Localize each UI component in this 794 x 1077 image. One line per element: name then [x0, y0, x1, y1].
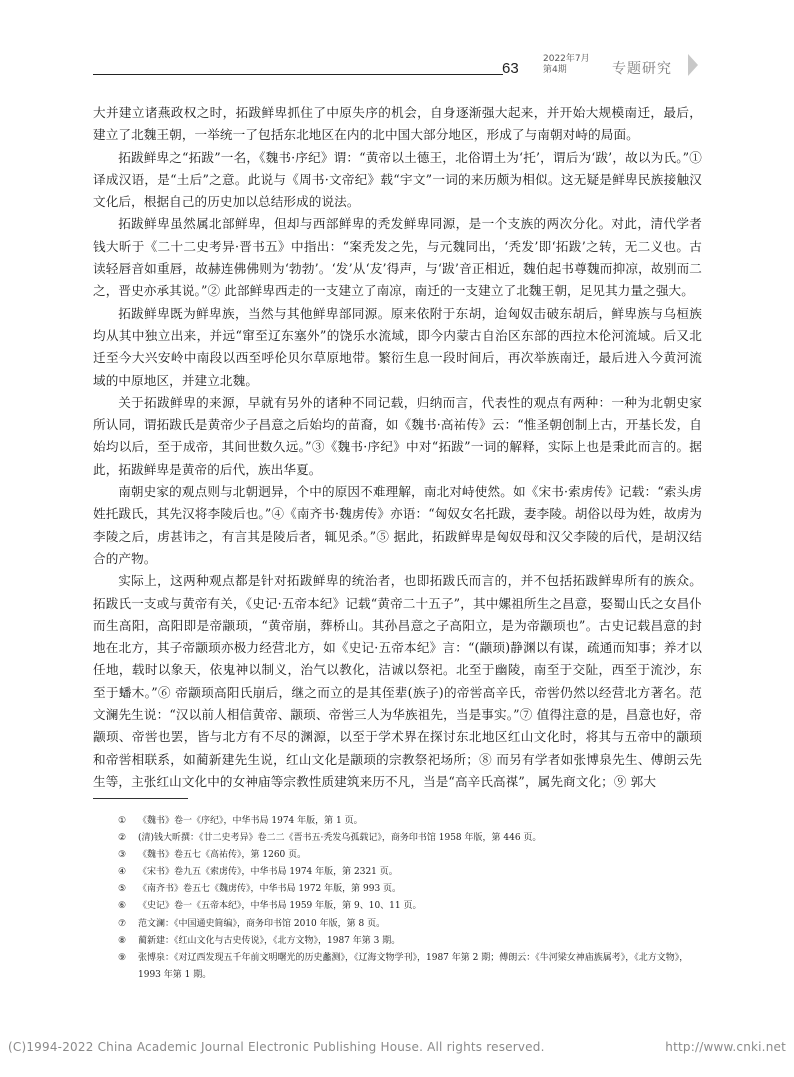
footnote-item	[118, 950, 702, 984]
footnote-text: 《魏书》卷一《序纪》，中华书局 1974 年版，第 1 页。	[138, 816, 363, 826]
corner-triangle-mark	[688, 54, 698, 76]
header-rule	[93, 74, 503, 75]
footnote-text: 《南齐书》卷五七《魏虏传》，中华书局 1972 年版，第 993 页。	[138, 884, 402, 895]
article-body	[93, 102, 702, 793]
footnote-item	[118, 830, 702, 847]
footnote-mark: ①	[118, 816, 127, 826]
section-title: 专题研究	[612, 61, 672, 77]
footnote-text: 《魏书》卷五七《高祐传》，第 1260 页。	[138, 850, 307, 861]
footnote-text: 范文澜：《中国通史简编》，商务印书馆 2010 年版，第 8 页。	[138, 918, 386, 929]
copyright-notice: (C)1994-2022 China Academic Journal Electronic Publishing House. All rights reserved.	[8, 1040, 545, 1054]
footnote-text: 《史记》卷一《五帝本纪》，中华书局 1959 年版，第 9、10、11 页。	[138, 901, 422, 912]
paragraph: 拓跋鲜卑虽然属北部鲜卑，但却与西部鲜卑的秃发鲜卑同源，是一个支族的两次分化。对此，清代学者钱大昕于《二十二史考异·晋书五》中指出：“案秃发之先，与元魏同出，‘秃发’即‘拓跋’之转，无二义也。古读轻唇音如重唇，故赫连佛佛则为‘勃勃’。‘发’从‘犮’得声，与‘跋’音正相近，魏伯起书尊魏而抑凉，故别而二之，晋史亦承其说。”② 此部鲜卑西走的一支建立了南凉，南迁的一支建立了北魏王朝，足见其力量之强大。	[93, 216, 702, 299]
paragraph: 大并建立诸燕政权之时，拓跋鲜卑抓住了中原失序的机会，自身逐渐强大起来，并开始大规模南迁，最后，建立了北魏王朝，一举统一了包括东北地区在内的北中国大部分地区，形成了与南朝对峙的局面。	[93, 105, 702, 143]
footnote-item	[118, 813, 702, 830]
footnote-text: (清)钱大昕撰：《廿二史考异》卷二二《晋书五·秃发乌孤载记》，商务印书馆 1958 年版，第 446 页。	[138, 833, 542, 844]
page-number: 63	[502, 60, 519, 77]
footnote-item	[118, 898, 702, 915]
footnote-item	[118, 881, 702, 898]
copyright-footer	[8, 1040, 786, 1054]
footnote-mark: ⑤	[118, 884, 127, 895]
cnki-url: http://www.cnki.net	[665, 1040, 786, 1054]
footnote-item	[118, 864, 702, 881]
footnote-mark: ⑧	[118, 935, 127, 946]
footnote-text: 蔺新建：《红山文化与古史传说》，《北方文物》，1987 年第 3 期。	[138, 935, 401, 946]
paragraph: 南朝史家的观点则与北朝迥异，个中的原因不难理解，南北对峙使然。如《宋书·索虏传》记载：“索头虏姓托跋氏，其先汉将李陵后也。”④《南齐书·魏虏传》亦语：“匈奴女名托跋，妻李陵。胡俗以母为姓，故虏为李陵之后，虏甚讳之，有言其是陵后者，辄见杀。”⑤ 据此，拓跋鲜卑是匈奴母和汉父李陵的后代，是胡汉结合的产物。	[93, 484, 702, 566]
paragraph: 关于拓跋鲜卑的来源，早就有另外的诸种不同记载，归纳而言，代表性的观点有两种：一种为北朝史家所认同，谓拓跋氏是黄帝少子昌意之后始均的苗裔，如《魏书·高祐传》云：“惟圣朝创制上古，开基长发，自始均以后，至于成帝，其间世数久远。”③《魏书·序纪》中对“拓跋”一词的解释，实际上也是秉此而言的。据此，拓跋鲜卑是黄帝的后代，族出华夏。	[93, 394, 702, 477]
issue-year-month: 2022年7月	[543, 54, 590, 64]
issue-info	[543, 54, 590, 76]
footnote-item	[118, 847, 702, 864]
footnote-mark: ⑨	[118, 952, 127, 963]
footnote-mark: ③	[118, 850, 127, 861]
paragraph: 拓跋鲜卑之“拓跋”一名，《魏书·序纪》谓：“黄帝以土德王，北俗谓土为‘托’，谓后为‘跋’，故以为氏。”① 译成汉语，是“土后”之意。此说与《周书·文帝纪》载“宇文”一词的来历颇为相似。这无疑是鲜卑民族接触汉文化后，根据自己的历史加以总结形成的说法。	[93, 149, 702, 210]
footnote-rule	[93, 798, 188, 799]
footnote-item	[118, 933, 702, 950]
footnotes	[118, 813, 702, 984]
footnote-mark: ⑦	[118, 918, 127, 929]
paragraph: 拓跋鲜卑既为鲜卑族，当然与其他鲜卑部同源。原来依附于东胡，迨匈奴击破东胡后，鲜卑族与乌桓族均从其中独立出来，并远“窜至辽东塞外”的饶乐水流域，即今内蒙古自治区东部的西拉木伦河流域。后又北迁至今大兴安岭中南段以西至呼伦贝尔草原地带。繁衍生息一段时间后，再次举族南迁，最后进入今黄河流域的中原地区，并建立北魏。	[93, 305, 702, 388]
footnote-text: 《宋书》卷九五《索虏传》，中华书局 1974 年版，第 2321 页。	[138, 867, 398, 878]
footnote-mark: ②	[118, 833, 127, 844]
footnote-item	[118, 916, 702, 933]
issue-number: 第4期	[543, 65, 567, 75]
footnote-mark: ④	[118, 867, 127, 878]
footnote-mark: ⑥	[118, 901, 127, 912]
footnote-text: 张博泉：《对辽西发现五千年前文明曙光的历史蠡测》，《辽海文物学刊》，1987 年第 2 期；傅朗云：《牛河梁女神庙族属考》，《北方文物》，1993 年第 1 期。	[138, 952, 689, 980]
paragraph: 实际上，这两种观点都是针对拓跋鲜卑的统治者，也即拓跋氏而言的，并不包括拓跋鲜卑所有的族众。拓跋氏一支或与黄帝有关，《史记·五帝本纪》记载“黄帝二十五子”，其中嫘祖所生之昌意，娶蜀山氏之女昌仆而生高阳，高阳即是帝颛顼，“黄帝崩，葬桥山。其孙昌意之子高阳立，是为帝颛顼也”。古史记载昌意的封地在北方，其子帝颛顼亦极力经营北方，如《史记·五帝本纪》言：“(颛顼)静渊以有谋，疏通而知事；养才以任地，载时以象天，依鬼神以制义，治气以教化，洁诚以祭祀。北至于幽陵，南至于交阯，西至于流沙，东至于蟠木。”⑥ 帝颛顼高阳氏崩后，继之而立的是其侄辈(族子)的帝喾高辛氏，帝喾仍然以经营北方著名。范文澜先生说：“汉以前人相信黄帝、颛顼、帝喾三人为华族祖先，当是事实。”⑦ 值得注意的是，昌意也好，帝颛顼、帝喾也罢，皆与北方有不尽的渊源，以至于学术界在探讨东北地区红山文化时，将其与五帝中的颛顼和帝喾相联系，如蔺新建先生说，红山文化是颛顼的宗教祭祀场所；⑧ 而另有学者如张博泉先生、傅朗云先生等，主张红山文化中的女神庙等宗教性质建筑来历不凡，当是“高辛氏高禖”，属先商文化；⑨ 郭大	[93, 573, 702, 789]
